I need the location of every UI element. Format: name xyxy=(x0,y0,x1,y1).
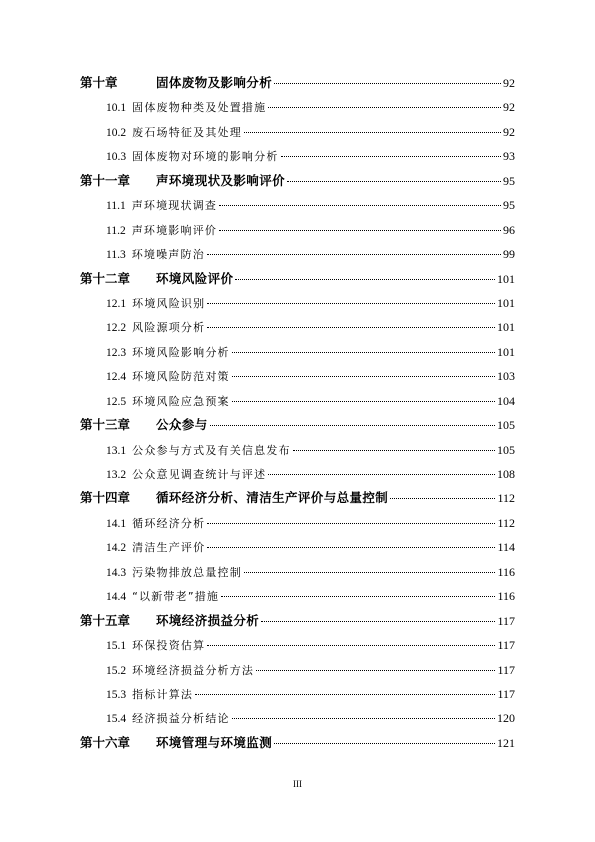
entry-number: 第十三章 xyxy=(80,417,131,433)
toc-section-entry[interactable] xyxy=(106,710,515,726)
dot-leader xyxy=(261,621,495,622)
entry-title: 循环经济分析 xyxy=(132,516,206,530)
dot-leader xyxy=(207,645,495,646)
toc-chapter-entry[interactable] xyxy=(80,613,515,629)
entry-number: 11.3 xyxy=(106,249,126,262)
entry-title: 声环境影响评价 xyxy=(131,223,218,237)
dot-leader xyxy=(207,523,495,524)
entry-title: 环境风险防范对策 xyxy=(132,370,230,384)
entry-page-number: 95 xyxy=(503,198,515,213)
entry-page-number: 116 xyxy=(497,589,515,604)
toc-section-entry[interactable] xyxy=(106,393,515,409)
entry-title: 指标计算法 xyxy=(132,688,194,701)
dot-leader xyxy=(210,425,495,426)
dot-leader xyxy=(207,547,495,548)
toc-chapter-entry[interactable] xyxy=(80,173,515,189)
toc-section-entry[interactable] xyxy=(106,148,515,164)
toc-section-entry[interactable] xyxy=(106,344,515,360)
entry-title: 清洁生产评价 xyxy=(132,541,206,555)
entry-page-number: 92 xyxy=(503,76,515,90)
toc-section-entry[interactable] xyxy=(106,637,515,653)
entry-title: 风险源项分析 xyxy=(132,321,206,335)
entry-title: 环保投资估算 xyxy=(132,639,206,653)
dot-leader xyxy=(281,156,501,157)
entry-number: 12.2 xyxy=(106,322,127,335)
entry-number: 10.1 xyxy=(106,102,127,115)
toc-section-entry[interactable] xyxy=(106,539,515,555)
toc-section-entry[interactable] xyxy=(106,515,515,531)
entry-title: 环境风险评价 xyxy=(156,270,234,286)
dot-leader xyxy=(293,450,495,451)
entry-number: 14.2 xyxy=(106,542,127,555)
toc-section-entry[interactable] xyxy=(106,222,515,238)
dot-leader xyxy=(268,107,501,108)
entry-title: 循环经济分析、清洁生产评价与总量控制 xyxy=(156,490,389,506)
dot-leader xyxy=(195,694,495,695)
toc-section-entry[interactable] xyxy=(106,686,515,702)
dot-leader xyxy=(287,181,501,182)
entry-number: 13.1 xyxy=(106,444,127,457)
toc-chapter-entry[interactable] xyxy=(80,417,515,433)
entry-number: 12.1 xyxy=(106,297,127,310)
entry-title: 环境风险识别 xyxy=(132,296,206,310)
entry-number: 15.3 xyxy=(106,689,127,701)
toc-section-entry[interactable] xyxy=(106,319,515,335)
toc-section-entry[interactable] xyxy=(106,466,515,482)
entry-title: 固体废物及影响分析 xyxy=(156,75,273,90)
dot-leader xyxy=(235,279,495,280)
toc-section-entry[interactable] xyxy=(106,442,515,458)
entry-page-number: 101 xyxy=(497,344,515,359)
entry-page-number: 92 xyxy=(503,100,515,115)
entry-page-number: 114 xyxy=(497,540,515,555)
entry-title: 环境经济损益分析 xyxy=(156,612,260,628)
dot-leader xyxy=(256,670,495,671)
entry-title: 经济损益分析结论 xyxy=(132,712,230,726)
entry-page-number: 117 xyxy=(497,638,515,653)
entry-page-number: 108 xyxy=(497,467,515,482)
entry-number: 10.2 xyxy=(106,126,127,139)
dot-leader xyxy=(219,230,501,231)
entry-page-number: 112 xyxy=(497,491,515,506)
entry-number: 12.3 xyxy=(106,346,127,359)
dot-leader xyxy=(221,596,495,597)
dot-leader xyxy=(244,132,501,133)
toc-section-entry[interactable] xyxy=(106,564,515,580)
entry-number: 10.3 xyxy=(106,151,127,164)
entry-page-number: 104 xyxy=(497,393,515,408)
toc-section-entry[interactable] xyxy=(106,368,515,384)
entry-page-number: 101 xyxy=(497,320,515,335)
entry-number: 第十二章 xyxy=(80,270,131,286)
entry-number: 12.5 xyxy=(106,395,127,408)
toc-chapter-entry[interactable] xyxy=(80,75,515,91)
dot-leader xyxy=(207,303,495,304)
entry-page-number: 121 xyxy=(497,735,515,750)
entry-number: 13.2 xyxy=(106,469,127,482)
toc-chapter-entry[interactable] xyxy=(80,271,515,287)
toc-section-entry[interactable] xyxy=(106,246,515,262)
entry-page-number: 117 xyxy=(497,687,515,701)
entry-number: 12.4 xyxy=(106,371,127,384)
entry-title: 固体废物对环境的影响分析 xyxy=(132,150,279,164)
toc-section-entry[interactable] xyxy=(106,295,515,311)
dot-leader xyxy=(232,352,495,353)
dot-leader xyxy=(219,205,501,206)
entry-page-number: 93 xyxy=(503,149,515,164)
entry-number: 15.2 xyxy=(106,664,127,677)
entry-page-number: 99 xyxy=(503,247,515,262)
entry-number: 第十六章 xyxy=(80,734,131,750)
dot-leader xyxy=(232,376,495,377)
entry-number: 14.4 xyxy=(106,591,127,604)
toc-section-entry[interactable] xyxy=(106,662,515,678)
toc-chapter-entry[interactable] xyxy=(80,735,515,751)
entry-title: 声环境现状及影响评价 xyxy=(156,172,286,188)
dot-leader xyxy=(274,83,501,84)
entry-number: 第十五章 xyxy=(80,612,131,628)
dot-leader xyxy=(274,743,495,744)
entry-title: 环境风险应急预案 xyxy=(132,394,230,408)
dot-leader xyxy=(244,572,496,573)
entry-number: 14.1 xyxy=(106,517,127,530)
entry-page-number: 103 xyxy=(497,369,515,384)
toc-section-entry[interactable] xyxy=(106,124,515,140)
entry-title: “以新带老”措施 xyxy=(132,590,220,604)
entry-title: 环境管理与环境监测 xyxy=(156,734,273,750)
entry-title: 固体废物种类及处置措施 xyxy=(132,101,267,115)
entry-title: 污染物排放总量控制 xyxy=(132,565,242,579)
entry-title: 公众参与 xyxy=(156,417,208,433)
entry-page-number: 117 xyxy=(497,662,515,677)
dot-leader xyxy=(232,718,495,719)
toc-section-entry[interactable] xyxy=(106,588,515,604)
dot-leader xyxy=(268,474,495,475)
entry-title: 废石场特征及其处理 xyxy=(132,125,242,139)
entry-title: 公众意见调查统计与评述 xyxy=(132,468,267,482)
entry-title: 声环境现状调查 xyxy=(131,199,218,213)
dot-leader xyxy=(232,401,495,402)
entry-title: 环境风险影响分析 xyxy=(132,345,230,359)
entry-page-number: 112 xyxy=(497,515,515,530)
page-number-footer: III xyxy=(293,779,302,789)
entry-title: 环境噪声防治 xyxy=(131,248,205,262)
entry-number: 14.3 xyxy=(106,566,127,579)
dot-leader xyxy=(207,327,495,328)
toc-chapter-entry[interactable] xyxy=(80,490,515,506)
entry-number: 11.2 xyxy=(106,224,126,237)
toc-section-entry[interactable] xyxy=(106,197,515,213)
entry-page-number: 117 xyxy=(497,613,515,628)
dot-leader xyxy=(207,254,501,255)
entry-number: 第十章 xyxy=(80,75,118,90)
entry-title: 环境经济损益分析方法 xyxy=(132,663,255,677)
entry-title: 公众参与方式及有关信息发布 xyxy=(132,443,291,457)
entry-number: 第十四章 xyxy=(80,490,131,506)
entry-page-number: 105 xyxy=(497,418,515,433)
entry-page-number: 95 xyxy=(503,173,515,188)
entry-number: 15.4 xyxy=(106,713,127,726)
entry-number: 第十一章 xyxy=(80,172,131,188)
entry-number: 11.1 xyxy=(106,200,126,213)
entry-number: 15.1 xyxy=(106,640,127,653)
dot-leader xyxy=(390,498,495,499)
entry-page-number: 120 xyxy=(497,711,515,726)
toc-section-entry[interactable] xyxy=(106,99,515,115)
entry-page-number: 116 xyxy=(497,564,515,579)
entry-page-number: 105 xyxy=(497,442,515,457)
entry-page-number: 101 xyxy=(497,271,515,286)
entry-page-number: 92 xyxy=(503,124,515,139)
entry-page-number: 96 xyxy=(503,222,515,237)
entry-page-number: 101 xyxy=(497,295,515,310)
